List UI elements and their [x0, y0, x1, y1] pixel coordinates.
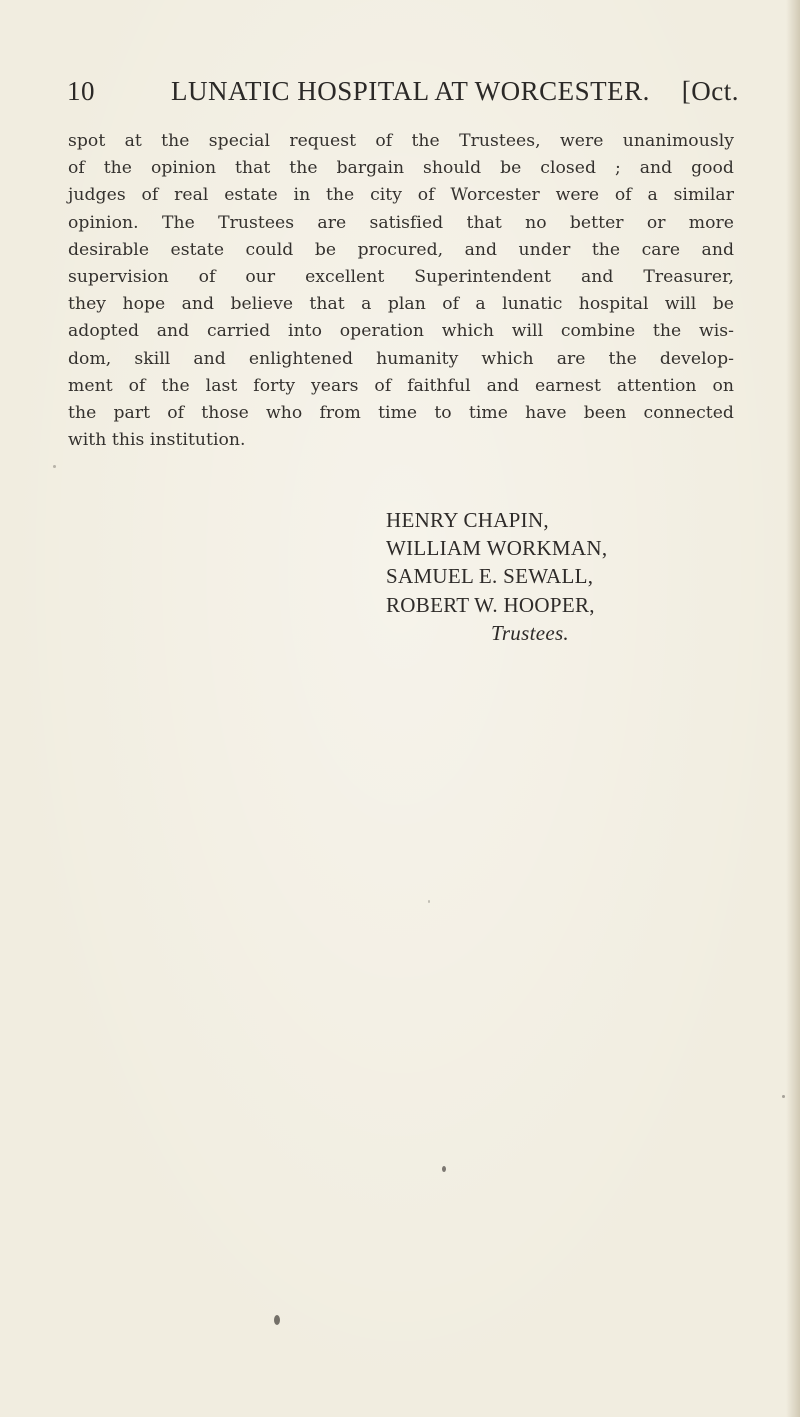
scan-speck — [782, 1095, 785, 1098]
page-number: 10 — [67, 76, 95, 106]
text-line: ment of the last forty years of faithful and earnest attention on — [68, 375, 734, 396]
text-line: opinion. The Trustees are satisfied that no better or more — [68, 212, 734, 233]
text-line: adopted and carried into operation which will combine the wis- — [68, 321, 734, 342]
text-line: of the opinion that the bargain should be closed ; and good — [68, 158, 734, 179]
signatory-name: SAMUEL E. SEWALL, — [386, 564, 594, 589]
text-line: judges of real estate in the city of Worcester were of a similar — [68, 185, 734, 206]
running-head — [67, 76, 739, 112]
scan-speck — [53, 465, 56, 468]
text-line: desirable estate could be procured, and under the care and — [68, 239, 734, 260]
signatory-role: Trustees. — [491, 620, 569, 645]
text-line: with this institution. — [68, 430, 246, 451]
signatory-name: ROBERT W. HOOPER, — [386, 592, 595, 617]
signatory-name: WILLIAM WORKMAN, — [386, 536, 608, 561]
body-paragraph — [68, 128, 734, 454]
signatory-name: HENRY CHAPIN, — [386, 508, 549, 532]
page-edge-shadow — [786, 0, 800, 1417]
scan-speck — [428, 900, 430, 903]
text-line: dom, skill and enlightened humanity which are the develop- — [68, 348, 734, 369]
text-line: spot at the special request of the Trustees, were unanimously — [68, 131, 734, 151]
text-line: the part of those who from time to time have been connected — [68, 402, 734, 423]
scan-speck — [274, 1315, 280, 1325]
signature-block — [386, 506, 746, 647]
running-head-title: LUNATIC HOSPITAL AT WORCESTER. — [171, 76, 650, 106]
running-head-month: [Oct. — [681, 76, 739, 106]
text-line: they hope and believe that a plan of a lunatic hospital will be — [68, 294, 734, 315]
scan-speck — [442, 1166, 446, 1172]
text-line: supervision of our excellent Superintendent and Treasurer, — [68, 266, 734, 287]
